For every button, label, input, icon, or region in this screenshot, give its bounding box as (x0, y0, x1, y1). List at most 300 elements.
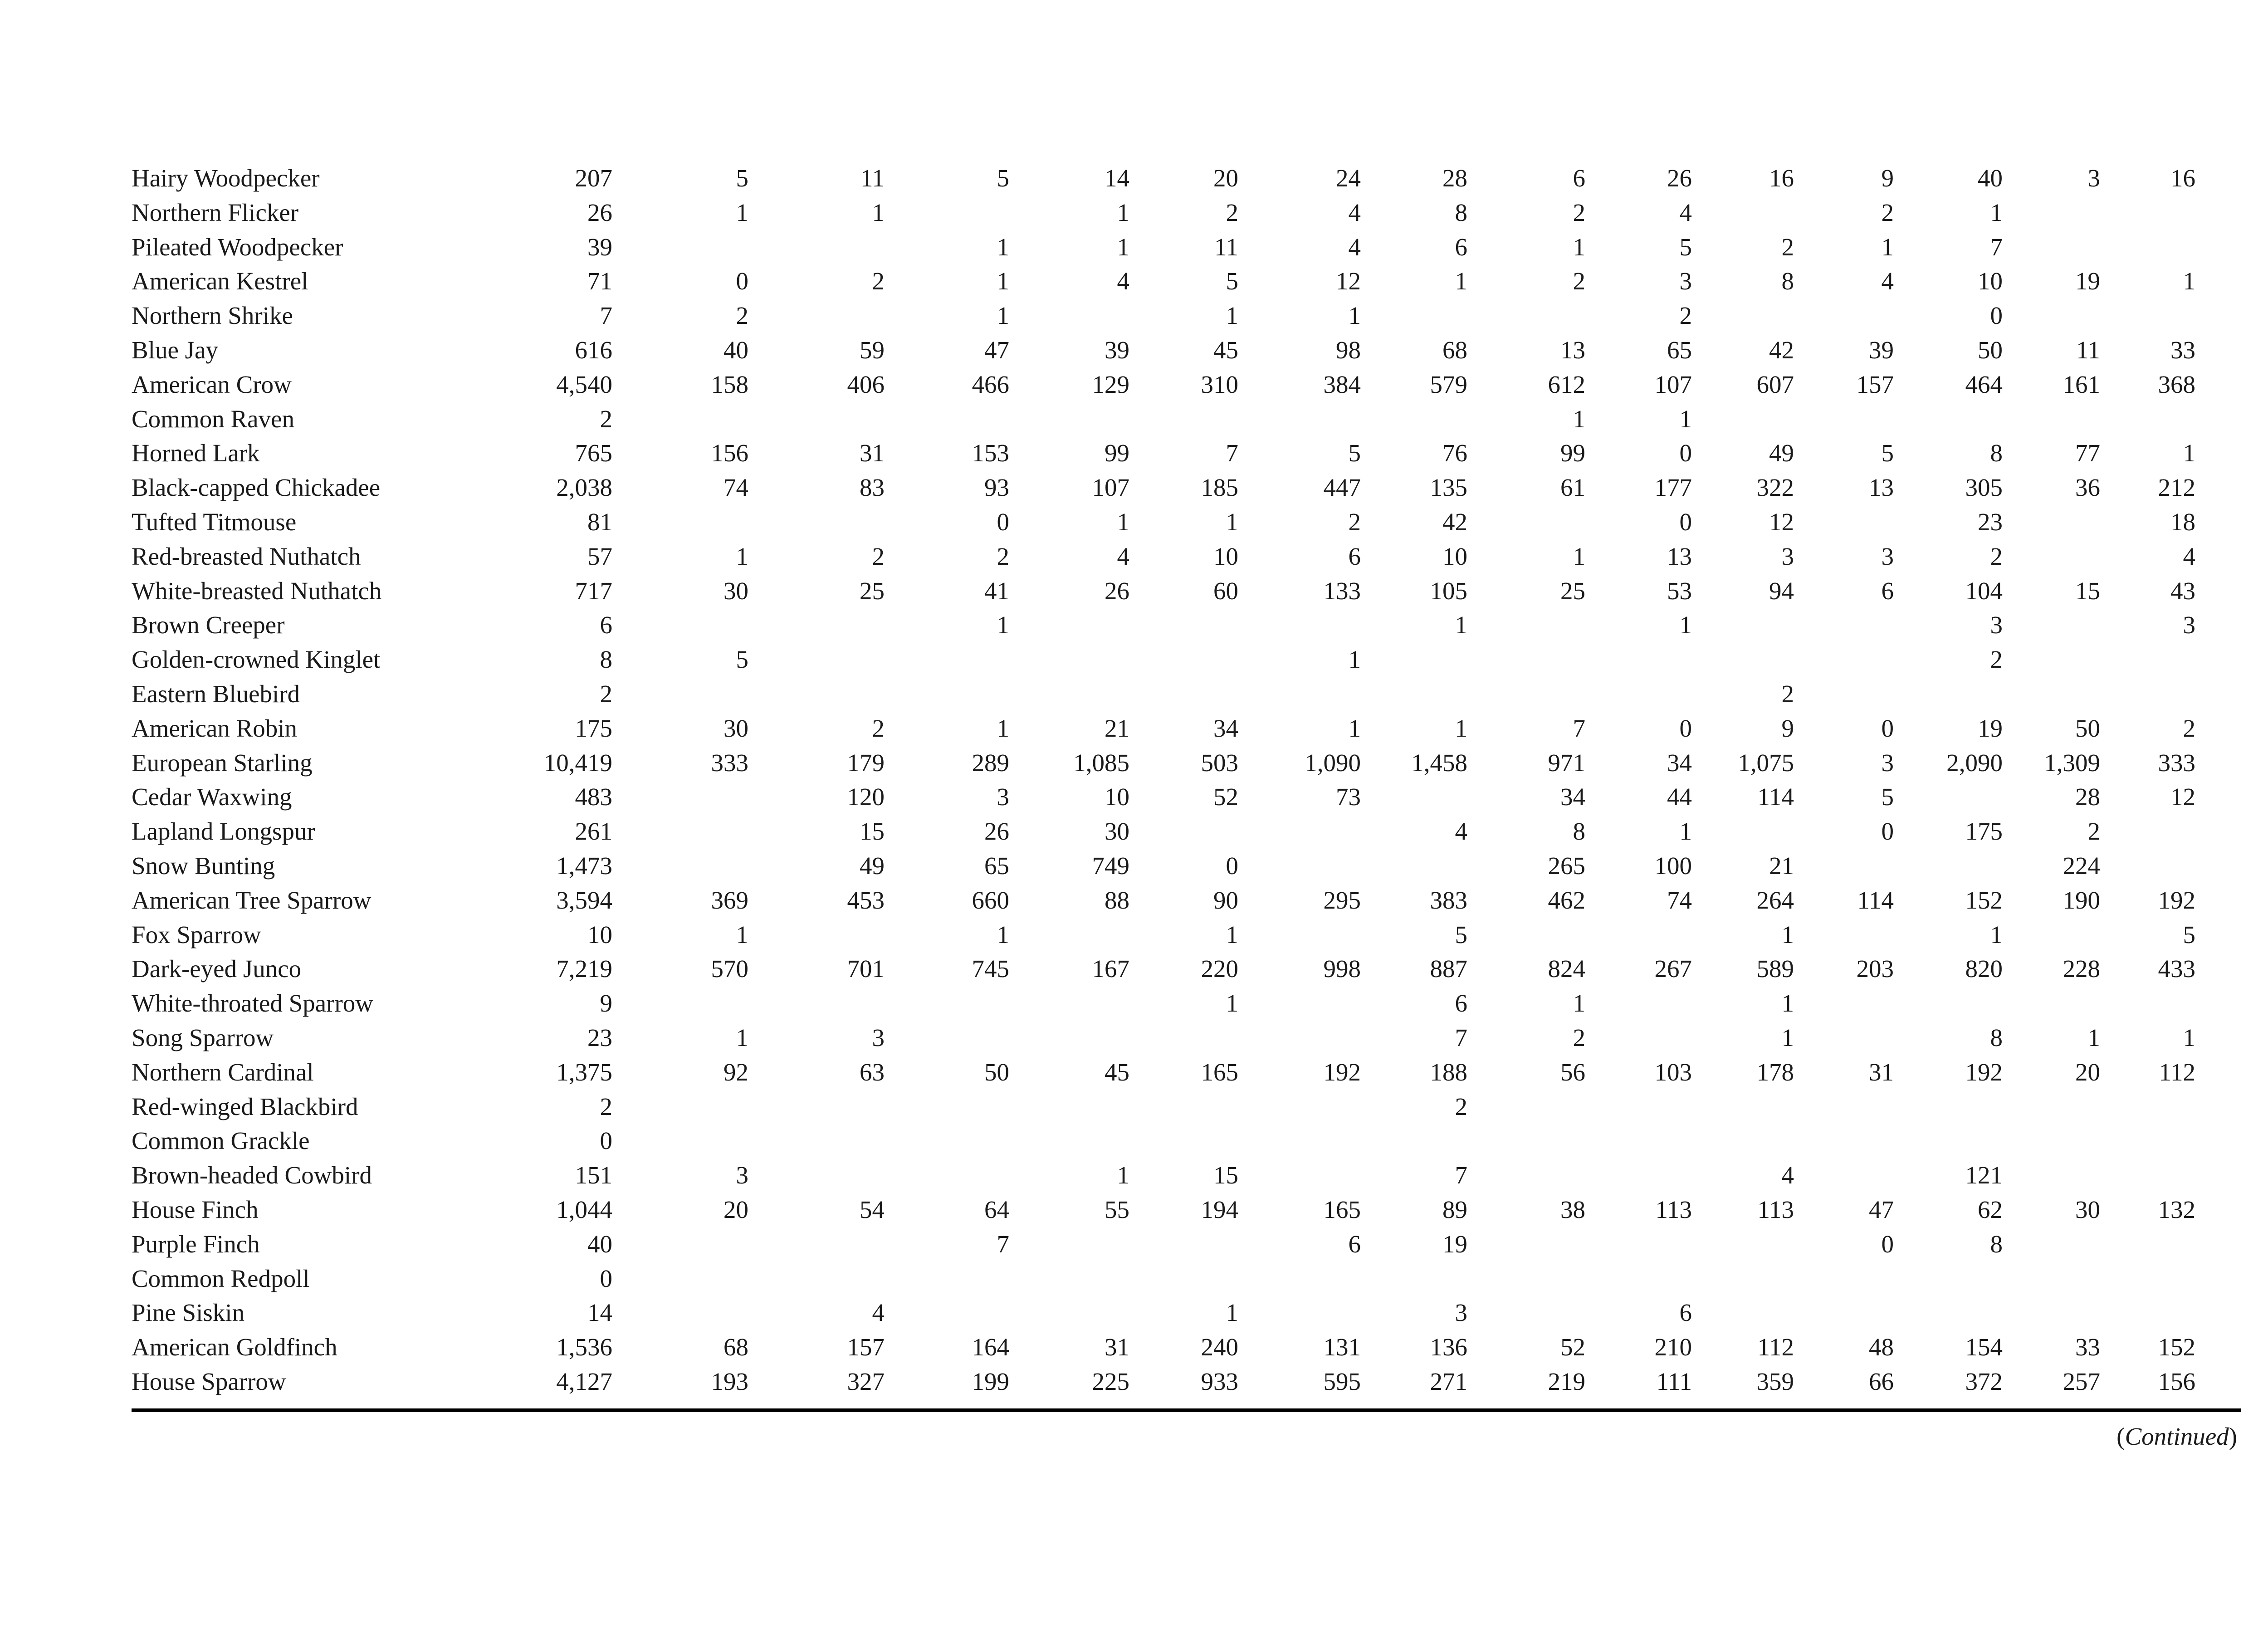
count-cell: 151 (575, 1161, 612, 1189)
count-cell: 5 (1226, 267, 1238, 295)
count-cell: 47 (1869, 1195, 1894, 1223)
count-cell: 2 (872, 542, 885, 570)
count-cell: 16 (2170, 164, 2195, 192)
count-cell: 5 (997, 164, 1009, 192)
count-cell: 1 (1881, 233, 1894, 261)
count-cell: 39 (587, 233, 612, 261)
count-cell: 48 (1869, 1333, 1894, 1361)
count-cell: 1 (1117, 508, 1129, 536)
count-cell: 2 (2183, 714, 2195, 742)
count-cell: 1 (997, 302, 1009, 330)
count-cell: 13 (1667, 542, 1692, 570)
count-cell: 749 (1092, 851, 1129, 880)
count-cell: 224 (2063, 851, 2100, 880)
table-row (132, 196, 2241, 230)
count-cell: 33 (2075, 1333, 2100, 1361)
count-cell: 5 (1455, 920, 1467, 949)
count-cell: 271 (1430, 1367, 1467, 1395)
count-cell: 7,219 (556, 955, 612, 983)
count-cell: 701 (847, 955, 885, 983)
count-cell: 107 (1092, 474, 1129, 502)
count-cell: 19 (2075, 267, 2100, 295)
count-cell: 15 (1213, 1161, 1238, 1189)
count-cell: 12 (2170, 783, 2195, 811)
species-name: Pileated Woodpecker (132, 233, 343, 261)
count-cell: 1,309 (2044, 748, 2100, 777)
count-cell: 5 (1679, 233, 1692, 261)
count-cell: 1 (736, 198, 748, 226)
count-cell: 289 (972, 748, 1009, 777)
count-cell: 1,085 (1073, 748, 1129, 777)
count-cell: 5 (2183, 920, 2195, 949)
count-cell: 16 (1769, 164, 1794, 192)
count-cell: 105 (1430, 577, 1467, 605)
count-cell: 1 (1781, 920, 1794, 949)
count-cell: 4 (1455, 817, 1467, 846)
count-cell: 2 (1679, 302, 1692, 330)
count-cell: 21 (1769, 851, 1794, 880)
count-cell: 112 (1757, 1333, 1794, 1361)
count-cell: 210 (1654, 1333, 1692, 1361)
count-cell: 25 (1560, 577, 1585, 605)
count-cell: 6 (1679, 1299, 1692, 1327)
count-cell: 6 (1455, 233, 1467, 261)
count-cell: 4 (1117, 542, 1129, 570)
species-name: Song Sparrow (132, 1023, 274, 1051)
count-cell: 26 (984, 817, 1009, 846)
species-name: Red-breasted Nuthatch (132, 542, 361, 570)
count-cell: 1 (1781, 1023, 1794, 1051)
count-cell: 165 (1201, 1058, 1238, 1086)
count-cell: 9 (1881, 164, 1894, 192)
count-cell: 8 (1990, 439, 2003, 467)
count-cell: 188 (1430, 1058, 1467, 1086)
count-cell: 2 (1573, 198, 1585, 226)
table-row (132, 952, 2241, 986)
count-cell: 54 (860, 1195, 885, 1223)
continued-text: Continued (2125, 1423, 2229, 1450)
count-cell: 1 (1348, 714, 1361, 742)
count-cell: 240 (1201, 1333, 1238, 1361)
count-cell: 185 (1201, 474, 1238, 502)
table-row (132, 230, 2241, 264)
count-cell: 2 (997, 542, 1009, 570)
count-cell: 1,375 (556, 1058, 612, 1086)
species-name: American Robin (132, 714, 298, 742)
count-cell: 55 (1105, 1195, 1129, 1223)
count-cell: 372 (1965, 1367, 2003, 1395)
count-cell: 40 (723, 336, 748, 364)
count-cell: 11 (2076, 336, 2100, 364)
species-name: Common Raven (132, 405, 295, 433)
count-cell: 257 (2063, 1367, 2100, 1395)
count-cell: 1 (736, 1023, 748, 1051)
table-row (132, 883, 2241, 918)
count-cell: 717 (575, 577, 612, 605)
count-cell: 88 (1105, 886, 1129, 914)
species-name: House Sparrow (132, 1367, 286, 1395)
species-name: American Goldfinch (132, 1333, 337, 1361)
count-cell: 111 (1656, 1367, 1692, 1395)
table-row (132, 608, 2241, 642)
count-cell: 65 (984, 851, 1009, 880)
count-cell: 2 (2087, 817, 2100, 846)
count-cell: 1 (997, 714, 1009, 742)
species-name: Common Grackle (132, 1127, 310, 1155)
count-cell: 11 (860, 164, 885, 192)
count-cell: 5 (1881, 439, 1894, 467)
count-cell: 1 (1679, 817, 1692, 846)
count-cell: 66 (1869, 1367, 1894, 1395)
count-cell: 6 (600, 611, 612, 639)
count-cell: 4 (1348, 233, 1361, 261)
count-cell: 4 (1679, 198, 1692, 226)
count-cell: 2 (600, 680, 612, 708)
count-cell: 261 (575, 817, 612, 846)
count-cell: 589 (1756, 955, 1794, 983)
count-cell: 59 (860, 336, 885, 364)
count-cell: 5 (1881, 783, 1894, 811)
count-cell: 2 (1573, 267, 1585, 295)
count-cell: 1 (997, 233, 1009, 261)
count-cell: 50 (984, 1058, 1009, 1086)
count-cell: 0 (1679, 439, 1692, 467)
count-cell: 103 (1654, 1058, 1692, 1086)
count-cell: 93 (984, 474, 1009, 502)
count-cell: 0 (997, 508, 1009, 536)
count-cell: 7 (1455, 1023, 1467, 1051)
count-cell: 447 (1323, 474, 1361, 502)
count-cell: 52 (1560, 1333, 1585, 1361)
species-name: Pine Siskin (132, 1299, 245, 1327)
count-cell: 2 (600, 1092, 612, 1120)
count-cell: 1 (2087, 1023, 2100, 1051)
count-cell: 9 (1781, 714, 1794, 742)
species-name: Red-winged Blackbird (132, 1092, 358, 1120)
count-cell: 10 (1213, 542, 1238, 570)
species-name: White-breasted Nuthatch (132, 577, 382, 605)
count-cell: 433 (2158, 955, 2195, 983)
species-name: European Starling (132, 748, 313, 777)
count-cell: 1,458 (1411, 748, 1467, 777)
count-cell: 33 (2170, 336, 2195, 364)
count-cell: 2 (1348, 508, 1361, 536)
count-cell: 13 (1560, 336, 1585, 364)
count-cell: 3 (872, 1023, 885, 1051)
count-cell: 61 (1560, 474, 1585, 502)
count-cell: 132 (2158, 1195, 2195, 1223)
count-cell: 225 (1092, 1367, 1129, 1395)
table-row (132, 746, 2241, 780)
count-cell: 2 (1226, 198, 1238, 226)
table-row (132, 539, 2241, 574)
count-cell: 3 (1881, 542, 1894, 570)
count-cell: 1 (1117, 198, 1129, 226)
count-cell: 1 (1781, 989, 1794, 1017)
count-cell: 30 (1105, 817, 1129, 846)
table-row (132, 470, 2241, 505)
count-cell: 0 (1679, 508, 1692, 536)
count-cell: 310 (1201, 370, 1238, 398)
count-cell: 1 (2183, 439, 2195, 467)
count-cell: 4 (1781, 1161, 1794, 1189)
species-name: Brown-headed Cowbird (132, 1161, 372, 1189)
count-cell: 156 (2158, 1367, 2195, 1395)
count-cell: 1,536 (556, 1333, 612, 1361)
count-cell: 8 (1990, 1023, 2003, 1051)
count-cell: 2 (1781, 233, 1794, 261)
table-row (132, 1227, 2241, 1261)
count-cell: 15 (2075, 577, 2100, 605)
count-cell: 1,473 (556, 851, 612, 880)
count-cell: 267 (1654, 955, 1692, 983)
count-cell: 34 (1560, 783, 1585, 811)
count-cell: 18 (2170, 508, 2195, 536)
count-cell: 12 (1769, 508, 1794, 536)
count-cell: 19 (1978, 714, 2003, 742)
species-name: Horned Lark (132, 439, 260, 467)
count-cell: 76 (1442, 439, 1467, 467)
count-cell: 359 (1756, 1367, 1794, 1395)
count-cell: 2 (600, 405, 612, 433)
count-cell: 5 (736, 645, 748, 674)
count-cell: 616 (575, 336, 612, 364)
species-name: Purple Finch (132, 1230, 260, 1258)
count-cell: 42 (1442, 508, 1467, 536)
count-cell: 1 (1455, 611, 1467, 639)
species-name: Northern Flicker (132, 198, 299, 226)
count-cell: 89 (1442, 1195, 1467, 1223)
count-cell: 1 (1455, 267, 1467, 295)
count-cell: 384 (1323, 370, 1361, 398)
count-cell: 2 (1573, 1023, 1585, 1051)
count-cell: 40 (1978, 164, 2003, 192)
count-cell: 971 (1548, 748, 1585, 777)
count-cell: 77 (2075, 439, 2100, 467)
bird-count-table (132, 161, 2241, 1399)
species-name: Northern Shrike (132, 302, 293, 330)
species-name: House Finch (132, 1195, 259, 1223)
species-name: Northern Cardinal (132, 1058, 314, 1086)
count-cell: 179 (847, 748, 885, 777)
count-cell: 2 (1990, 645, 2003, 674)
count-cell: 177 (1654, 474, 1692, 502)
count-cell: 194 (1201, 1195, 1238, 1223)
count-cell: 2,090 (1946, 748, 2003, 777)
count-cell: 57 (587, 542, 612, 570)
count-cell: 1 (1573, 233, 1585, 261)
count-cell: 120 (847, 783, 885, 811)
count-cell: 34 (1667, 748, 1692, 777)
count-cell: 28 (1442, 164, 1467, 192)
count-cell: 265 (1548, 851, 1585, 880)
count-cell: 453 (847, 886, 885, 914)
count-cell: 10,419 (543, 748, 612, 777)
species-name: Black-capped Chickadee (132, 474, 381, 502)
table-row (132, 1330, 2241, 1364)
count-cell: 74 (723, 474, 748, 502)
count-cell: 1 (1117, 1161, 1129, 1189)
count-cell: 3 (1679, 267, 1692, 295)
table-row (132, 574, 2241, 608)
count-cell: 933 (1201, 1367, 1238, 1395)
table-row (132, 918, 2241, 952)
count-cell: 74 (1667, 886, 1692, 914)
count-cell: 112 (2159, 1058, 2195, 1086)
count-cell: 1 (997, 267, 1009, 295)
count-cell: 333 (2158, 748, 2195, 777)
count-cell: 31 (860, 439, 885, 467)
count-cell: 0 (1679, 714, 1692, 742)
count-cell: 99 (1105, 439, 1129, 467)
count-cell: 21 (1105, 714, 1129, 742)
count-cell: 466 (972, 370, 1009, 398)
species-name: Snow Bunting (132, 851, 275, 880)
table-row (132, 1261, 2241, 1296)
count-cell: 0 (1881, 817, 1894, 846)
count-cell: 39 (1869, 336, 1894, 364)
count-cell: 113 (1757, 1195, 1794, 1223)
count-cell: 207 (575, 164, 612, 192)
count-cell: 10 (1105, 783, 1129, 811)
count-cell: 2 (872, 714, 885, 742)
count-cell: 121 (1965, 1161, 2003, 1189)
table-row (132, 367, 2241, 402)
count-cell: 131 (1323, 1333, 1361, 1361)
count-cell: 462 (1548, 886, 1585, 914)
continued-note: (Continued) (2116, 1423, 2237, 1450)
count-cell: 369 (711, 886, 748, 914)
count-cell: 31 (1105, 1333, 1129, 1361)
count-cell: 327 (847, 1367, 885, 1395)
count-cell: 0 (736, 267, 748, 295)
count-cell: 62 (1978, 1195, 2003, 1223)
table-row (132, 505, 2241, 539)
count-cell: 264 (1756, 886, 1794, 914)
count-cell: 228 (2063, 955, 2100, 983)
count-cell: 322 (1756, 474, 1794, 502)
count-cell: 107 (1654, 370, 1692, 398)
count-cell: 52 (1213, 783, 1238, 811)
count-cell: 1 (1990, 920, 2003, 949)
species-name: Blue Jay (132, 336, 218, 364)
count-cell: 2 (736, 302, 748, 330)
count-cell: 100 (1654, 851, 1692, 880)
count-cell: 295 (1323, 886, 1361, 914)
count-cell: 165 (1323, 1195, 1361, 1223)
table-row (132, 1090, 2241, 1124)
count-cell: 71 (587, 267, 612, 295)
count-cell: 175 (1965, 817, 2003, 846)
count-cell: 4 (1348, 198, 1361, 226)
count-cell: 193 (711, 1367, 748, 1395)
count-cell: 1,075 (1738, 748, 1794, 777)
count-cell: 23 (587, 1023, 612, 1051)
count-cell: 133 (1323, 577, 1361, 605)
count-cell: 1 (1226, 989, 1238, 1017)
count-cell: 305 (1965, 474, 2003, 502)
count-cell: 3 (736, 1161, 748, 1189)
count-cell: 3,594 (556, 886, 612, 914)
species-name: Lapland Longspur (132, 817, 315, 846)
count-cell: 3 (1881, 748, 1894, 777)
species-name: Brown Creeper (132, 611, 285, 639)
count-cell: 1,090 (1305, 748, 1361, 777)
species-name: White-throated Sparrow (132, 989, 374, 1017)
count-cell: 28 (2075, 783, 2100, 811)
count-cell: 1 (997, 611, 1009, 639)
count-cell: 68 (723, 1333, 748, 1361)
count-cell: 1 (1679, 405, 1692, 433)
species-name: Dark-eyed Junco (132, 955, 302, 983)
count-cell: 14 (1105, 164, 1129, 192)
count-cell: 1 (1226, 1299, 1238, 1327)
count-cell: 175 (575, 714, 612, 742)
count-cell: 26 (1667, 164, 1692, 192)
count-cell: 113 (1655, 1195, 1692, 1223)
table-row (132, 402, 2241, 436)
count-cell: 8 (1455, 198, 1467, 226)
count-cell: 135 (1430, 474, 1467, 502)
count-cell: 3 (1455, 1299, 1467, 1327)
count-cell: 158 (711, 370, 748, 398)
count-cell: 156 (711, 439, 748, 467)
count-cell: 1 (997, 920, 1009, 949)
count-cell: 94 (1769, 577, 1794, 605)
count-cell: 92 (723, 1058, 748, 1086)
count-cell: 607 (1756, 370, 1794, 398)
table-row (132, 264, 2241, 298)
count-cell: 6 (1573, 164, 1585, 192)
count-cell: 1 (1455, 714, 1467, 742)
species-name: Cedar Waxwing (132, 783, 292, 811)
count-cell: 81 (587, 508, 612, 536)
count-cell: 4 (872, 1299, 885, 1327)
count-cell: 152 (2158, 1333, 2195, 1361)
count-cell: 595 (1323, 1367, 1361, 1395)
species-name: American Crow (132, 370, 292, 398)
count-cell: 44 (1667, 783, 1692, 811)
count-cell: 15 (860, 817, 885, 846)
count-cell: 612 (1548, 370, 1585, 398)
count-cell: 47 (984, 336, 1009, 364)
table-row (132, 161, 2241, 196)
species-name: American Kestrel (132, 267, 308, 295)
count-cell: 40 (587, 1230, 612, 1258)
count-cell: 34 (1213, 714, 1238, 742)
count-cell: 1 (1573, 542, 1585, 570)
count-cell: 0 (1881, 714, 1894, 742)
count-cell: 5 (736, 164, 748, 192)
count-cell: 1 (872, 198, 885, 226)
species-name: Golden-crowned Kinglet (132, 645, 381, 674)
count-cell: 39 (1105, 336, 1129, 364)
count-cell: 0 (600, 1127, 612, 1155)
count-cell: 203 (1856, 955, 1894, 983)
count-cell: 3 (997, 783, 1009, 811)
table-row (132, 1364, 2241, 1399)
count-cell: 25 (860, 577, 885, 605)
count-cell: 6 (1881, 577, 1894, 605)
count-cell: 2 (872, 267, 885, 295)
count-cell: 99 (1560, 439, 1585, 467)
table-row (132, 986, 2241, 1021)
count-cell: 19 (1442, 1230, 1467, 1258)
table-row (132, 1193, 2241, 1227)
count-cell: 7 (1455, 1161, 1467, 1189)
count-cell: 6 (1455, 989, 1467, 1017)
count-cell: 6 (1348, 1230, 1361, 1258)
